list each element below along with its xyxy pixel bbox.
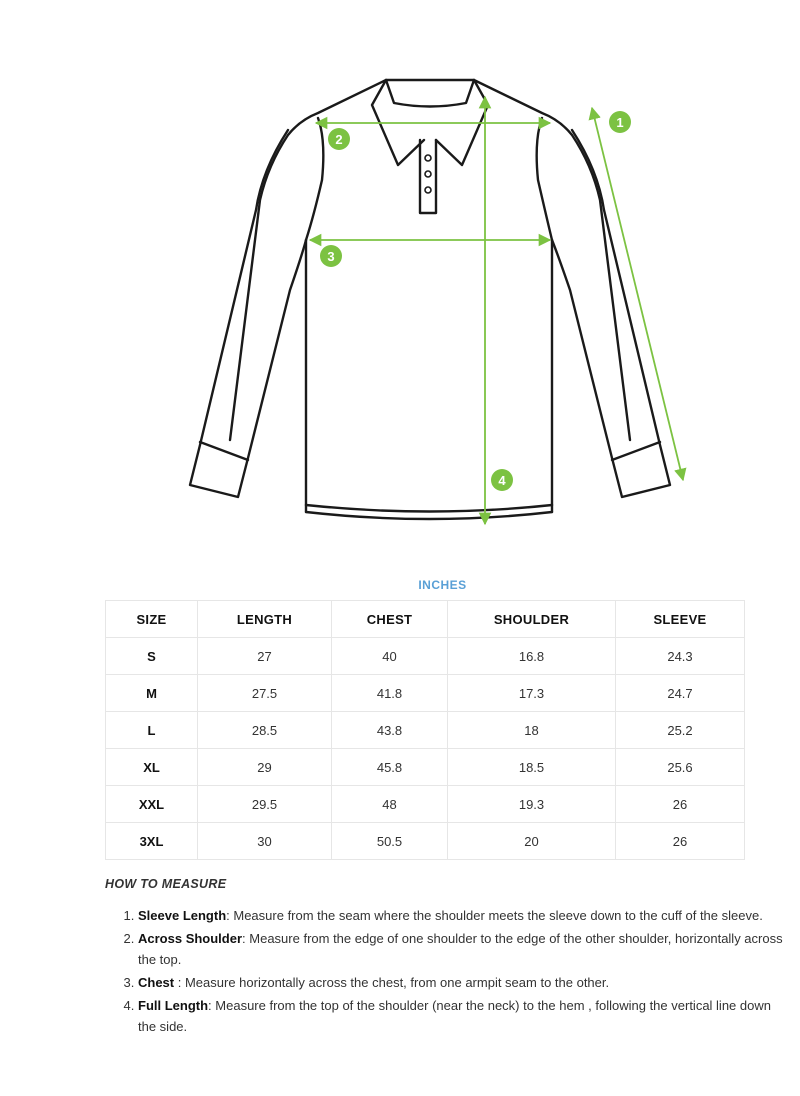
step-term: Chest — [138, 975, 175, 990]
step-term: Full Length — [138, 998, 209, 1013]
marker-4-label: 4 — [498, 473, 506, 488]
step-chest — [138, 972, 788, 993]
chest-cell: 45.8 — [332, 749, 448, 786]
step-separator: : — [242, 931, 246, 946]
length-cell: 27 — [198, 638, 332, 675]
step-separator: : — [208, 998, 212, 1013]
header-sleeve: SLEEVE — [616, 601, 745, 638]
header-size: SIZE — [106, 601, 198, 638]
marker-3-label: 3 — [327, 249, 335, 264]
length-cell: 29 — [198, 749, 332, 786]
table-row — [106, 749, 745, 786]
step-separator: : — [174, 975, 182, 990]
step-text: Measure from the top of the shoulder (near the neck) to the hem , following the vertical line down the side. — [138, 998, 771, 1034]
chest-cell: 40 — [332, 638, 448, 675]
shoulder-cell: 17.3 — [448, 675, 616, 712]
how-to-measure-title: HOW TO MEASURE — [105, 877, 227, 891]
header-chest: CHEST — [332, 601, 448, 638]
step-term: Sleeve Length — [138, 908, 227, 923]
step-term: Across Shoulder — [138, 931, 243, 946]
size-cell: XXL — [106, 786, 198, 823]
table-row — [106, 712, 745, 749]
sleeve-cell: 25.2 — [616, 712, 745, 749]
shirt-outline — [190, 80, 670, 519]
step-separator: : — [226, 908, 230, 923]
step-sleeve-length — [138, 905, 788, 926]
size-cell: 3XL — [106, 823, 198, 860]
header-row — [106, 601, 745, 638]
marker-3 — [320, 245, 342, 267]
measure-line-sleeve — [592, 108, 683, 480]
shoulder-cell: 19.3 — [448, 786, 616, 823]
length-cell: 27.5 — [198, 675, 332, 712]
size-cell: XL — [106, 749, 198, 786]
step-full-length — [138, 995, 788, 1037]
step-across-shoulder — [138, 928, 788, 970]
chest-cell: 48 — [332, 786, 448, 823]
size-cell: S — [106, 638, 198, 675]
table-row — [106, 823, 745, 860]
sleeve-cell: 26 — [616, 786, 745, 823]
shoulder-cell: 18 — [448, 712, 616, 749]
marker-2-label: 2 — [335, 132, 343, 147]
length-cell: 28.5 — [198, 712, 332, 749]
shoulder-cell: 20 — [448, 823, 616, 860]
shoulder-cell: 16.8 — [448, 638, 616, 675]
sleeve-cell: 25.6 — [616, 749, 745, 786]
marker-1-label: 1 — [616, 115, 624, 130]
step-text: Measure from the edge of one shoulder to the edge of the other shoulder, horizontally across the top. — [138, 931, 783, 967]
buttons — [425, 155, 431, 193]
step-text: Measure horizontally across the chest, from one armpit seam to the other. — [181, 975, 610, 990]
sleeve-cell: 24.3 — [616, 638, 745, 675]
length-cell: 30 — [198, 823, 332, 860]
marker-2 — [328, 128, 350, 150]
chest-cell: 50.5 — [332, 823, 448, 860]
measure-steps-list — [105, 905, 788, 1039]
header-shoulder: SHOULDER — [448, 601, 616, 638]
chest-cell: 43.8 — [332, 712, 448, 749]
table-row — [106, 786, 745, 823]
size-cell: M — [106, 675, 198, 712]
table-row — [106, 675, 745, 712]
size-chart-table — [105, 600, 745, 860]
polo-shirt-measurement-diagram — [0, 0, 800, 545]
shoulder-cell: 18.5 — [448, 749, 616, 786]
unit-label: INCHES — [418, 578, 467, 592]
header-length: LENGTH — [198, 601, 332, 638]
length-cell: 29.5 — [198, 786, 332, 823]
sleeve-cell: 26 — [616, 823, 745, 860]
marker-1 — [609, 111, 631, 133]
marker-4 — [491, 469, 513, 491]
size-cell: L — [106, 712, 198, 749]
table-row — [106, 638, 745, 675]
chest-cell: 41.8 — [332, 675, 448, 712]
sleeve-cell: 24.7 — [616, 675, 745, 712]
step-text: Measure from the seam where the shoulder meets the sleeve down to the cuff of the sleeve. — [229, 908, 763, 923]
